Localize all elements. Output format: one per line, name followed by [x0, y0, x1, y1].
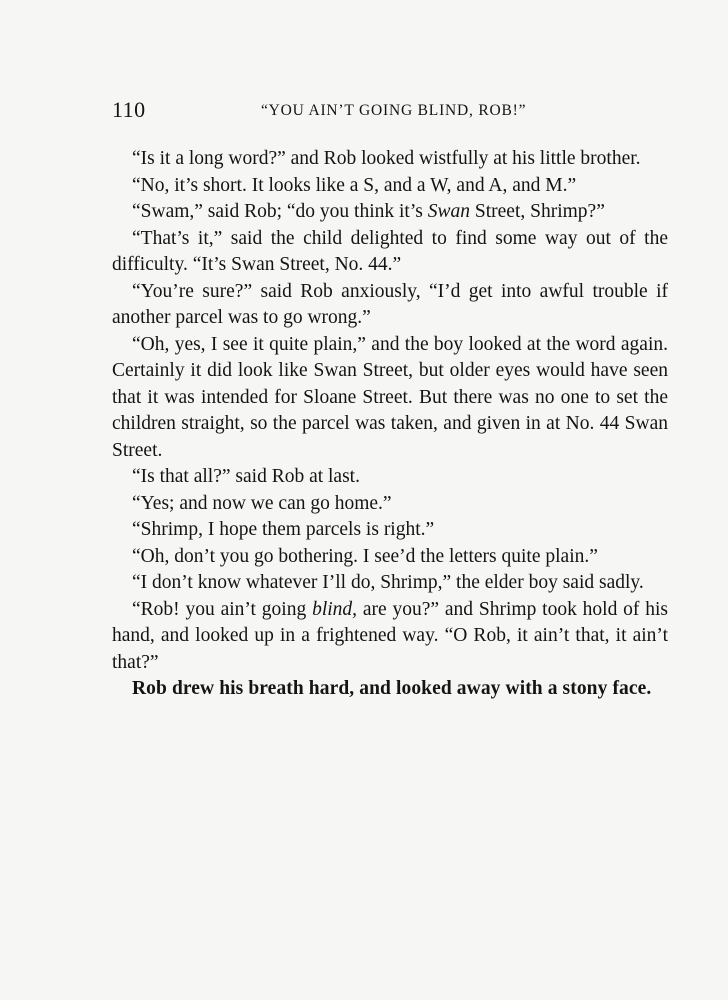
paragraph-text: “Rob! you ain’t going — [132, 598, 313, 620]
paragraph: “Yes; and now we can go home.” — [132, 492, 392, 514]
paragraph: “You’re sure?” said Rob anxiously, “I’d get into awful trouble if another parcel was to go wrong.” — [112, 280, 668, 328]
page-number: 110 — [112, 97, 146, 122]
paragraph: “Oh, yes, I see it quite plain,” and the boy looked at the word again. Certainly it did look like Swan Street, but older eyes would have seen that it was intended for Sloane Street. But there was no one to set the children straight, so the parcel was taken, and given in at No. 44 Swan Street. — [112, 333, 668, 461]
paragraph — [112, 597, 668, 677]
italic-word: Swan — [427, 201, 470, 222]
body-text — [112, 146, 668, 703]
paragraph — [112, 199, 668, 226]
paragraph-text: Street, Shrimp?” — [470, 201, 605, 222]
paragraph: “Is it a long word?” and Rob looked wistfully at his little brother. — [132, 148, 641, 169]
paragraph: “Is that all?” said Rob at last. — [132, 466, 360, 487]
paragraph: Rob drew his breath hard, and looked away with a stony face. — [132, 678, 652, 699]
paragraph-text: “Swam,” said Rob; “do you think it’s — [132, 201, 428, 222]
running-title: “YOU AIN’T GOING BLIND, ROB!” — [261, 102, 527, 119]
paragraph: “That’s it,” said the child delighted to find some way out of the difficulty. “It’s Swan Street, No. 44.” — [112, 227, 668, 275]
paragraph: “I don’t know whatever I’ll do, Shrimp,” the elder boy said sadly. — [132, 572, 644, 593]
paragraph: “Oh, don’t you go bothering. I see’d the letters quite plain.” — [132, 545, 598, 567]
running-head — [112, 96, 668, 126]
paragraph: “No, it’s short. It looks like a S, and a W, and A, and M.” — [132, 174, 577, 196]
italic-word: blind, — [312, 598, 358, 620]
paragraph-text: are you?” and Shrimp took hold of his hand, and looked up in a frightened way. “O Rob, it ain’t that, it ain’t that?” — [112, 598, 668, 673]
paragraph: “Shrimp, I hope them parcels is right.” — [132, 519, 435, 540]
